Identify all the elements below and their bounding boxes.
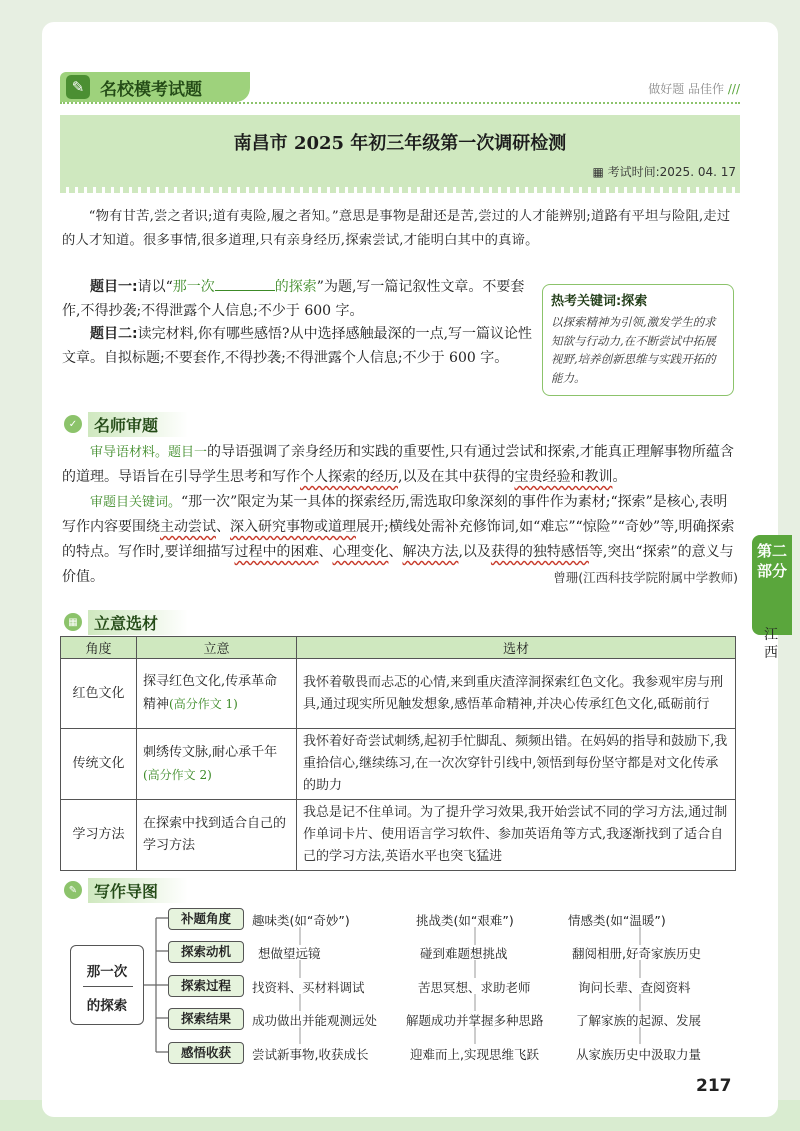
province-label: 江西 [764,627,778,661]
mindmap-cell: 解题成功并掌握多种思路 [406,1013,544,1028]
hot-keywords-title: 热考关键词:探索 [551,294,648,309]
mindmap-cell: 迎难而上,实现思维飞跃 [410,1047,539,1062]
exam-title-block [60,115,740,187]
mindmap-cell: 想做望远镜 [258,946,321,961]
mindmap-cell: 翻阅相册,好奇家族历史 [572,946,701,961]
header-divider [60,102,740,104]
mindmap-cell: 情感类(如“温暖”) [568,913,666,928]
mindmap-node: 补题角度 [168,908,244,930]
review-section-tag: ✓ 名师审题 [64,412,188,436]
exam-time: ▦ 考试时间:2025. 04. 17 [592,165,736,179]
pen-leaf-icon: ✎ [66,75,90,99]
section-header-title: 名校模考试题 [100,79,202,100]
table-row: 传统文化 刺绣传文脉,耐心承千年(高分作文 2) 我怀着好奇尝试刺绣,起初手忙脚乱、频频出错。在妈妈的指导和鼓励下,我重拾信心,继续练习,在一次次穿针引线中,领悟到每份坚守都是对文化传承的助力 [61,729,736,800]
section-header-tag [60,72,250,102]
section-header [60,72,740,104]
part-side-tab[interactable]: 第二部分 [752,535,792,635]
selection-table [60,636,736,871]
fill-blank [215,290,275,291]
teacher-icon: ✓ [64,415,82,433]
title-wave-divider [60,187,740,193]
hot-keywords-body: 以探索精神为引领,激发学生的求知欲与行动力,在不断尝试中拓展视野,培养创新思维与实践开拓的能力。 [551,315,716,385]
review-p2: 审题目关键词。“那一次”限定为某一具体的探索经历,需选取印象深刻的事件作为素材;“探索”是核心,表明写作内容要围绕主动尝试、深入研究事物或道理展开;横线处需补充修饰词,如“难忘”“惊险”“奇妙”等,明确探索的特点。写作时,要详细描写过程中的困难、心理变化、解决方法,以及获得的独特感悟等,突出“探索”的意义与价值。 曾珊(江西科技学院附属中学教师) [62,490,738,590]
writing-prompt [62,276,532,370]
col-material: 选材 [297,637,736,659]
mindmap-cell: 碰到难题想挑战 [420,946,508,961]
table-row: 红色文化 探寻红色文化,传承革命精神(高分作文 1) 我怀着敬畏而忐忑的心情,来到重庆渣滓洞探索红色文化。我参观牢房与刑具,通过现实所见触发想象,感悟革命精神,并决心传承红色文化,砥砺前行 [61,659,736,729]
page-number: 217 [696,1076,732,1096]
prompt-q2: 题目二:读完材料,你有哪些感悟?从中选择感触最深的一点,写一篇议论性文章。自拟标题;不要套作,不得抄袭;不得泄露个人信息;不少于 600 字。 [62,326,533,366]
table-header-row [61,637,736,659]
mindmap-cell: 询问长辈、查阅资料 [578,980,691,995]
grid-icon: ▦ [64,613,82,631]
mindmap-cell: 趣味类(如“奇妙”) [252,913,350,928]
mindmap-cell: 从家族历史中汲取力量 [576,1047,702,1062]
map-icon: ✎ [64,881,82,899]
selection-section-tag: ▦ 立意选材 [64,610,188,634]
mindmap-node: 探索结果 [168,1008,244,1030]
mindmap-cell: 成功做出并能观测远处 [252,1013,378,1028]
table-row: 学习方法 在探索中找到适合自己的学习方法 我总是记不住单词。为了提升学习效果,我开始尝试不同的学习方法,通过制作单词卡片、使用语言学习软件、参加英语角等方式,我逐渐找到了适合自己的学习方法,英语水平也突飞猛进 [61,800,736,871]
mindmap-cell: 尝试新事物,收获成长 [252,1047,369,1062]
mindmap-cell: 了解家族的起源、发展 [576,1013,702,1028]
material-quote: “物有甘苦,尝之者识;道有夷险,履之者知。”意思是事物是甜还是苦,尝过的人才能辨别;道路有平坦与险阻,走过的人才知道。很多事情,很多道理,只有亲身经历,探索尝试,才能明白其中的真谛。 [62,209,731,248]
mindmap-node: 探索过程 [168,975,244,997]
review-p1: 审导语材料。题目一的导语强调了亲身经历和实践的重要性,只有通过尝试和探索,才能真正理解事物所蕴含的道理。导语旨在引导学生思考和写作个人探索的经历,以及在其中获得的宝贵经验和教训。 [62,444,734,485]
mindmap-node: 感悟收获 [168,1042,244,1064]
mindmap-node: 探索动机 [168,941,244,963]
review-analysis [62,440,738,590]
mindmap-root: 那一次 的探索 [70,945,144,1025]
prompt-q1: 题目一:请以“那一次 的探索”为题,写一篇记叙性文章。不要套作,不得抄袭;不得泄露个人信息;不少于 600 字。 [62,279,525,319]
teacher-credit: 曾珊(江西科技学院附属中学教师) [553,570,738,585]
exam-title: 南昌市 2025 年初三年级第一次调研检测 [233,133,567,154]
mindmap-section-tag: ✎ 写作导图 [64,878,188,902]
mindmap-cell: 苦思冥想、求助老师 [418,980,531,995]
mindmap-cell: 挑战类(如“艰难”) [416,913,514,928]
header-slogan: 做好题 品佳作 /// [648,82,740,96]
col-idea: 立意 [137,637,297,659]
mindmap-cell: 找资料、买材料调试 [252,980,365,995]
hot-keywords-box [542,284,734,396]
calendar-icon: ▦ [592,165,604,179]
col-angle: 角度 [61,637,137,659]
